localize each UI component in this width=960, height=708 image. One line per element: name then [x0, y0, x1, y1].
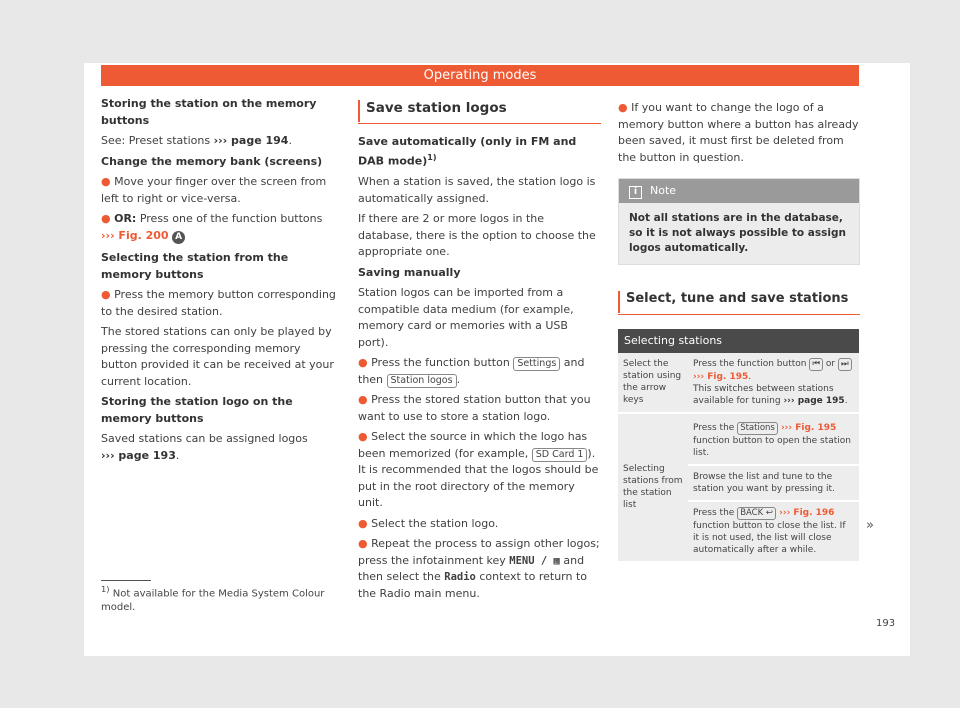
sd-card-key[interactable]: SD Card 1: [532, 448, 588, 462]
heading-saving-manually: Saving manually: [358, 265, 461, 279]
section-save-logos: Save station logos: [358, 100, 601, 124]
bullet-or: ● OR: Press one of the function buttons ››› Fig. 200 A: [101, 212, 323, 242]
heading-save-auto: Save automatically (only in FM and DAB mode)$^{1)}$: [358, 134, 577, 168]
row-label: Select the station using the arrow keys: [618, 353, 688, 413]
heading-storing-station: Storing the station on the memory buttons: [101, 97, 317, 127]
bullet-select-logo: ● Select the station logo.: [358, 516, 499, 530]
note-body: Not all stations are in the database, so it is not always possible to assign logos automatically.: [629, 212, 846, 254]
import-text: Station logos can be imported from a compatible data medium (for example, memory card or memories with a USB port).: [358, 286, 574, 349]
bullet-repeat: ● Repeat the process to assign other logos; press the infotainment key MENU / ▦ and then select the Radio context to return to the Radio main menu.: [358, 537, 600, 600]
row-label: Selecting stations from the station list: [618, 413, 688, 562]
footnote-divider: [101, 580, 151, 581]
bullet-icon: ●: [358, 537, 372, 551]
note-header: i Note: [619, 179, 859, 203]
skip-back-icon[interactable]: ⏮: [809, 358, 823, 371]
bullet-settings: ● Press the function button Settings and then Station logos .: [358, 356, 585, 386]
page-header: Operating modes: [101, 65, 859, 86]
bullet-icon: ●: [358, 356, 372, 370]
grid-menu-icon: ▦: [553, 554, 560, 567]
continue-mark: »: [866, 518, 874, 533]
heading-storing-logo: Storing the station logo on the memory buttons: [101, 395, 293, 425]
bullet-move-finger: ● Move your finger over the screen from left to right or vice-versa.: [101, 175, 327, 205]
section-select-tune: Select, tune and save stations: [618, 291, 860, 315]
table-row: [618, 353, 859, 413]
bullet-icon: ●: [101, 212, 115, 225]
bullet-icon: ●: [358, 393, 372, 407]
bullet-icon: ●: [358, 430, 372, 444]
page-number: 193: [876, 618, 896, 629]
row-content: Press the function button ⏮ or ⏭ ››› Fig. 195. This switches between stations available for tuning ››› page 195.: [688, 353, 859, 413]
row-content: Press the Stations ››› Fig. 195 function button to open the station list.: [688, 413, 859, 465]
saved-stations-text: Saved stations can be assigned logos ››› page 193.: [101, 432, 308, 462]
heading-selecting-station: Selecting the station from the memory buttons: [101, 251, 289, 281]
skip-forward-icon[interactable]: ⏭: [838, 358, 852, 371]
heading-change-bank: Change the memory bank (screens): [101, 154, 323, 168]
stations-key[interactable]: Stations: [737, 422, 778, 435]
bullet-select-source: ● Select the source in which the logo has been memorized (for example, SD Card 1 ). It is recommended that the logos should be put in the root directory of the memory unit.: [358, 430, 599, 510]
table-row: [618, 413, 859, 465]
station-logos-key[interactable]: Station logos: [387, 374, 457, 388]
callout-a-icon: A: [172, 231, 185, 244]
bullet-press-memory: ● Press the memory button corresponding to the desired station.: [101, 288, 336, 318]
footnote: $^{1)}$ Not available for the Media System Colour model.: [101, 584, 325, 614]
auto-assign-text: When a station is saved, the station logo is automatically assigned.: [358, 175, 596, 205]
selecting-stations-table: [618, 329, 859, 563]
page-ref-link[interactable]: ››› page 193: [101, 448, 176, 462]
bullet-icon: ●: [618, 101, 632, 114]
page-ref-link[interactable]: ››› page 194: [213, 134, 289, 147]
row-content: Press the BACK ↩ ››› Fig. 196 function button to close the list. If it is not used, the list will close automatically after a while.: [688, 501, 859, 562]
back-key[interactable]: BACK ↩: [737, 507, 776, 520]
preset-stations-ref: See: Preset stations ››› page 194.: [101, 134, 292, 147]
fig-ref-link[interactable]: ››› Fig. 200: [101, 228, 169, 242]
back-arrow-icon: ↩: [765, 507, 774, 518]
bullet-change-logo: ● If you want to change the logo of a memory button where a button has already been saved, it must first be deleted from the button in question.: [618, 101, 859, 164]
bullet-icon: ●: [358, 516, 372, 530]
note-box: [618, 178, 860, 265]
column-3: [618, 100, 860, 563]
column-1: [101, 96, 336, 468]
column-2: [358, 100, 601, 606]
bullet-press-stored: ● Press the stored station button that you want to use to store a station logo.: [358, 393, 591, 423]
multiple-logos-text: If there are 2 or more logos in the database, there is the option to choose the appropriate one.: [358, 212, 596, 259]
radio-context: Radio: [444, 571, 476, 584]
settings-key[interactable]: Settings: [513, 357, 560, 371]
row-content: Browse the list and tune to the station you want by pressing it.: [688, 465, 859, 501]
bullet-icon: ●: [101, 288, 115, 301]
table-title: Selecting stations: [618, 329, 859, 353]
stored-stations-text: The stored stations can only be played by pressing the corresponding memory button provided it can be received at your current location.: [101, 325, 334, 388]
info-icon: i: [629, 186, 642, 199]
bullet-icon: ●: [101, 175, 115, 188]
menu-key: MENU /: [509, 554, 554, 567]
